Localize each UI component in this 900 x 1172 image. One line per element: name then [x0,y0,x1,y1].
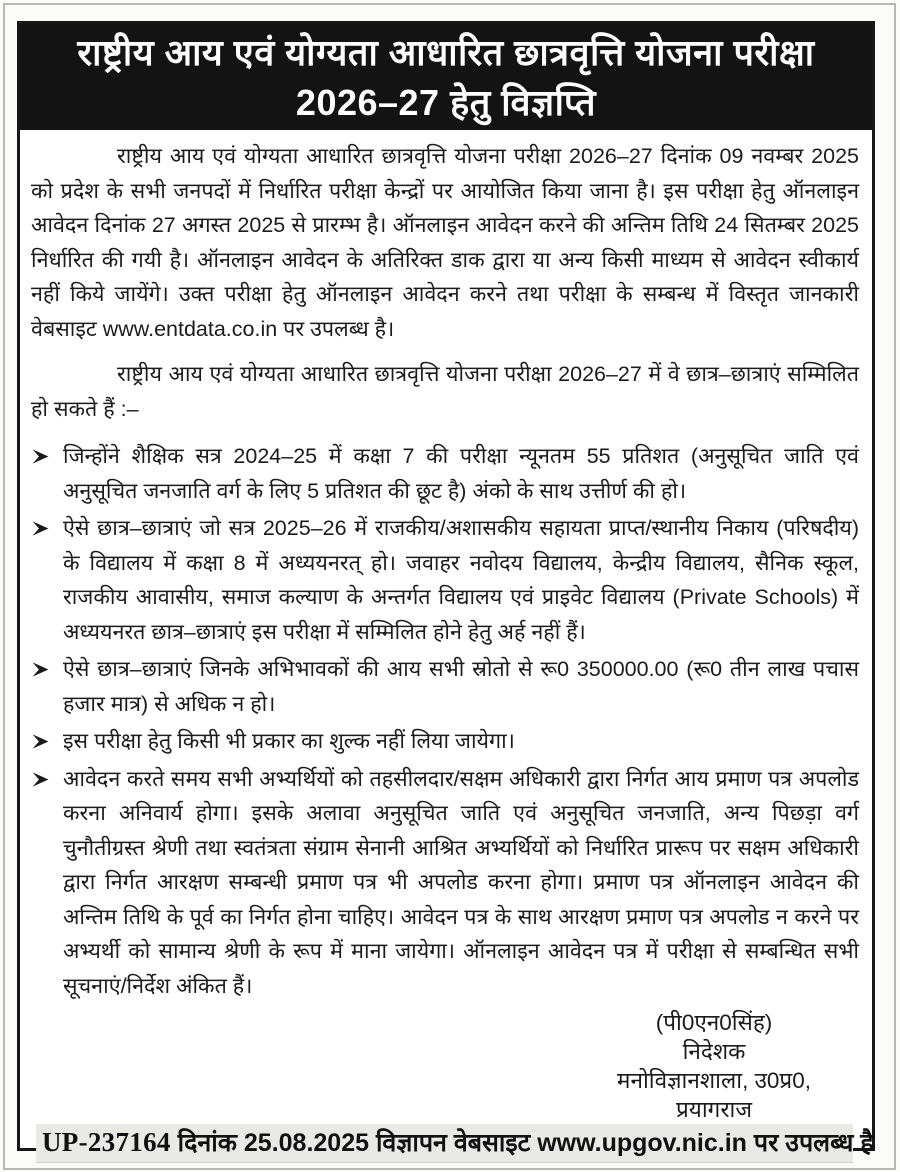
arrowhead-right-icon [31,762,55,789]
arrowhead-right-icon [31,439,55,466]
title-line-2: 2026–27 हेतु विज्ञप्ति [295,82,597,123]
signatory-designation: निदेशक [682,1039,746,1064]
list-item [31,511,859,649]
signatory-office: मनोविज्ञानशाला, उ0प्र0, [617,1068,811,1093]
notification-title-banner [20,24,872,130]
eligibility-lead-paragraph: राष्ट्रीय आय एवं योग्यता आधारित छात्रवृत्ति योजना परीक्षा 2026–27 में वे छात्र–छात्राएं सम्मिलित हो सकते हैं :– [31,362,859,421]
footer-reference-bar [36,1124,874,1162]
list-item [31,439,859,508]
signatory-place: प्रयागराज [675,1097,753,1122]
signature-block [617,1008,811,1124]
bullet-text: इस परीक्षा हेतु किसी भी प्रकार का शुल्क नहीं लिया जायेगा। [63,729,515,753]
arrowhead-right-icon [31,652,55,679]
list-item [31,724,859,759]
signatory-name: (पी0एन0सिंह) [655,1010,773,1035]
intro-paragraph: राष्ट्रीय आय एवं योग्यता आधारित छात्रवृत्ति योजना परीक्षा 2026–27 दिनांक 09 नवम्बर 2025 को प्रदेश के सभी जनपदों में निर्धारित परीक्षा केन्द्रों पर आयोजित किया जाना है। इस परीक्षा हेतु ऑनलाइन आवेदन दिनांक 27 अगस्त 2025 से प्रारम्भ है। ऑनलाइन आवेदन करने की अन्तिम तिथि 24 सितम्बर 2025 निर्धारित की गयी है। ऑनलाइन आवेदन के अतिरिक्त डाक द्वारा या अन्य किसी माध्यम से आवेदन स्वीकार्य नहीं किये जायेंगे। उक्त परीक्षा हेतु ऑनलाइन आवेदन करने तथा परीक्षा के सम्बन्ध में विस्तृत जानकारी वेबसाइट www.entdata.co.in पर उपलब्ध है। [31,144,859,341]
bullet-text: ऐसे छात्र–छात्राएं जिनके अभिभावकों की आय सभी स्रोतो से रू0 350000.00 (रू0 तीन लाख पचास हजार मात्र) से अधिक न हो। [63,657,859,716]
list-item [31,652,859,721]
document-frame [17,21,875,1157]
arrowhead-right-icon [31,724,55,751]
bullet-text: जिन्होंने शैक्षिक सत्र 2024–25 में कक्षा 7 की परीक्षा न्यूनतम 55 प्रतिशत (अनुसूचित जाति एवं अनुसूचित जनजाति वर्ग के लिए 5 प्रतिशत की छूट है) अंको के साथ उत्तीर्ण की हो। [63,444,859,503]
title-line-1: राष्ट्रीय आय एवं योग्यता आधारित छात्रवृत्ति योजना परीक्षा [77,32,815,73]
eligibility-bullet-list [31,439,859,1006]
bullet-text: आवेदन करते समय सभी अभ्यर्थियों को तहसीलदार/सक्षम अधिकारी द्वारा निर्गत आय प्रमाण पत्र अपलोड करना अनिवार्य होगा। इसके अलावा अनुसूचित जाति एवं अनुसूचित जनजाति, अन्य पिछड़ा वर्ग चुनौतीग्रस्त श्रेणी तथा स्वतंत्रता संग्राम सेनानी आश्रित अभ्यर्थियों को निर्धारित प्रारूप पर सक्षम अधिकारी द्वारा निर्गत आरक्षण सम्बन्धी प्रमाण पत्र भी अपलोड करना होगा। प्रमाण पत्र ऑनलाइन आवेदन की अन्तिम तिथि के पूर्व का निर्गत होना चाहिए। आवेदन पत्र के साथ आरक्षण प्रमाण पत्र अपलोड न करने पर अभ्यर्थी को सामान्य श्रेणी के रूप में माना जायेगा। ऑनलाइन आवेदन पत्र में परीक्षा से सम्बन्धित सभी सूचनाएं/निर्देश अंकित हैं। [63,766,859,998]
footer-publication-text: दिनांक 25.08.2025 विज्ञापन वेबसाइट www.upgov.nic.in पर उपलब्ध है [177,1129,874,1157]
bullet-text: ऐसे छात्र–छात्राएं जो सत्र 2025–26 में राजकीय/अशासकीय सहायता प्राप्त/स्थानीय निकाय (परिषदीय) के विद्यालय में कक्षा 8 में अध्ययनरत् हो। जवाहर नवोदय विद्यालय, केन्द्रीय विद्यालय, सैनिक स्कूल, राजकीय आवासीय, समाज कल्याण के अन्तर्गत विद्यालय एवं प्राइवेट विद्यालय (Private Schools) में अध्ययनरत छात्र–छात्राएं इस परीक्षा में सम्मिलित होने हेतु अर्ह नहीं हैं। [63,516,859,644]
notification-body [20,130,872,1167]
footer-reference-number: UP-237164 [42,1127,171,1157]
list-item [31,762,859,1004]
arrowhead-right-icon [31,511,55,538]
